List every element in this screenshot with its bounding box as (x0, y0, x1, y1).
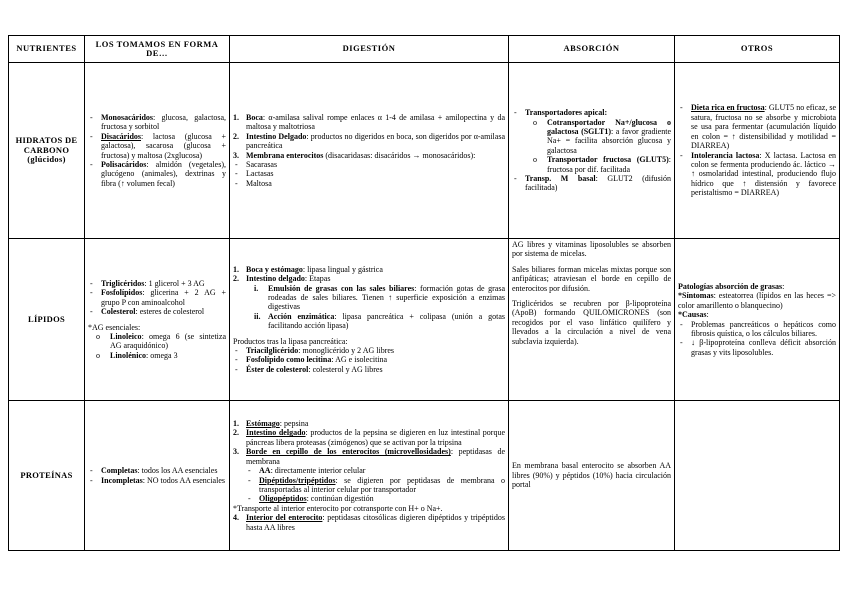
header-forma: LOS TOMAMOS EN FORMA DE… (85, 36, 230, 63)
table-row-proteinas (9, 401, 840, 551)
list-item: - ↓ β-lipoproteína conlleva déficit absorción grasas y vits liposolubles. (678, 338, 836, 357)
list-item: - Maltosa (233, 179, 505, 188)
list-item: 4. Interior del enterocito: peptidasas citosólicas digieren dipéptidos y tripéptidos hasta AA libres (233, 513, 505, 532)
list-item: o Transportador fructosa (GLUT5): fructosa por dif. facilitada (525, 155, 671, 174)
list-item: - Monosacáridos: glucosa, galactosa, fructosa y sorbitol (88, 113, 226, 132)
paragraph: En membrana basal enterocito se absorben AA libres (90%) y péptidos (10%) hacia circulación portal (512, 461, 671, 490)
list-item: 1. Boca y estómago: lipasa lingual y gástrica (233, 264, 383, 274)
list-item: 2. Intestino delgado: Etapas i. Emulsión de grasas con las sales biliares: formación gotas de grasa rodeadas de sales biliares. Tienen ↑ superficie exposición a enzimas digestivas ii. Acción enzimática: lipasa pancreática + colipasa (unión a gotas facilitando acción lipasa) (233, 274, 505, 331)
list-item: 3. Membrana enterocitos (disacaridasas: disacáridos → monosacáridos): (233, 150, 476, 160)
list-item: 2. Intestino Delgado: productos no digeridos en boca, son digeridos por α-amilasa pancreática (233, 131, 505, 151)
cell-prot-otros (675, 401, 840, 551)
header-row (9, 36, 840, 63)
list-item: - Dipéptidos/tripéptidos: se digieren por peptidasas de membrana o transportadas al interior celular por transportador (246, 476, 505, 495)
list-item: - Oligopéptidos: continúan digestión (246, 494, 505, 503)
list-item: 1. Boca: α-amilasa salival rompe enlaces α 1-4 de amilasa + amilopectina y da maltosa y maltotriosa (233, 112, 505, 132)
row-label-proteinas: PROTEÍNAS (9, 401, 85, 551)
table-row-lipidos (9, 239, 840, 401)
list-item: - Dieta rica en fructosa: GLUT5 no eficaz, se satura, fructosa no se absorbe y microbiota se usa para fermentar (acumulación líquido en colon = ↑ distensibilidad y motilidad = DIARREA) (678, 103, 836, 150)
cell-prot-digestion (230, 401, 509, 551)
list-item: o Cotransportador Na+/glucosa o galactosa (SGLT1): a favor gradiente Na+ = facilita absorción glucosa y galactosa (525, 118, 671, 156)
list-item: - Sacarasas (233, 160, 505, 169)
list-item: - Fosfolípidos: glicerina + 2 AG + grupo P con aminoalcohol (88, 288, 226, 307)
cell-hc-digestion (230, 63, 509, 239)
list-item: - Triacilglicérido: monoglicérido y 2 AG libres (233, 346, 505, 355)
otros-title: Patologías absorción de grasas: (678, 281, 785, 291)
list-item: i. Emulsión de grasas con las sales biliares: formación gotas de grasa rodeadas de sales biliares. Tienen ↑ superficie exposición a enzimas digestivas (254, 283, 505, 312)
list-item: - Polisacáridos: almidón (vegetales), glucógeno (animales), dextrinas y fibra (↑ volumen fecal) (88, 160, 226, 188)
list-item: 1. Estómago: pepsina (233, 419, 309, 429)
list-item: - Transp. M basal: GLUT2 (difusión facilitada) (512, 174, 671, 193)
sintomas: *Síntomas: esteatorrea (lípidos en las heces => color amarillento o blanquecino) (678, 291, 836, 310)
paragraph: Sales biliares forman micelas mixtas porque son anfipáticas; atraviesan el borde en cepillo de enterocitos por difusión. (512, 264, 671, 293)
list-item: 3. Borde en cepillo de los enterocitos (microvellosidades): peptidasas de membrana - AA: directamente interior celular - Dipéptidos/tripéptidos: se digieren por peptidasas de membrana o transportadas al interior celular por transportador - Oligopéptidos: continúan digestión (233, 447, 505, 503)
list-item: - AA: directamente interior celular (246, 466, 505, 475)
list-item: - Disacáridos: lactosa (glucosa + galactosa), sacarosa (glucosa + fructosa) y maltosa (2xglucosa) (88, 132, 226, 160)
header-absorcion: ABSORCIÓN (509, 36, 675, 63)
cell-hc-absorcion (509, 63, 675, 239)
list-item: - Colesterol: esteres de colesterol (88, 307, 226, 316)
productos-label: Productos tras la lipasa pancreática: (233, 336, 348, 346)
cell-prot-forma (85, 401, 230, 551)
list-item: - Intolerancia lactosa: X lactasa. Lactosa en colon se fermenta produciendo ác. láctico → ↑ osmolaridad intestinal, produciendo flujo hídrico que ↑ distensión y favorece peristaltismo = DIARREA) (678, 151, 836, 198)
cell-lip-otros (675, 239, 840, 401)
list-item: 2. Intestino delgado: productos de la pepsina se digieren en luz intestinal porque páncreas libera proteasas (zimógenos) que se activan por la tripsina (233, 428, 506, 447)
causas-label: *Causas: (678, 310, 709, 320)
list-item: o Linolénico: omega 3 (88, 351, 226, 360)
list-item: - Éster de colesterol: colesterol y AG libres (233, 365, 505, 374)
cell-lip-absorcion (509, 239, 675, 401)
list-item: - Problemas pancreáticos o hepáticos como fibrosis quística, o los cálculos biliares. (678, 320, 836, 339)
cell-hc-otros (675, 63, 840, 239)
list-item: - Triglicéridos: 1 glicerol + 3 AG (88, 279, 226, 288)
transport-note: *Transporte al interior enterocito por cotransporte con H+ o Na+. (233, 503, 443, 513)
list-item: o Linoleico: omega 6 (se sintetiza AG araquidónico) (88, 332, 226, 351)
list-item: - Incompletas: NO todos AA esenciales (88, 476, 226, 485)
paragraph: Triglicéridos se recubren por β-lipoproteína (ApoB) formando QUILOMICRONES (son recogidos por el vaso linfático quilífero y llevados a la circulación a nivel de vena subclavia izquierda). (512, 299, 671, 346)
cell-hc-forma (85, 63, 230, 239)
paragraph: AG libres y vitaminas liposolubles se absorben por sistema de micelas. (512, 240, 671, 259)
list-item: - Fosfolípido como lecitina: AG e isolecitina (233, 355, 505, 364)
list-item: ii. Acción enzimática: lipasa pancreática + colipasa (unión a gotas facilitando acción lipasa) (254, 311, 505, 331)
list-item: - Transportadores apical: o Cotransportador Na+/glucosa o galactosa (SGLT1): a favor gradiente Na+ = facilita absorción glucosa y galactosa o Transportador fructosa (GLUT5): fructosa por dif. facilitada (512, 108, 671, 174)
cell-lip-digestion (230, 239, 509, 401)
esenciales-label: *AG esenciales: (88, 322, 141, 332)
row-label-hidratos: HIDRATOS DE CARBONO (glúcidos) (9, 63, 85, 239)
header-nutrientes: NUTRIENTES (9, 36, 85, 63)
list-item: - Lactasas (233, 169, 505, 178)
list-item: - Completas: todos los AA esenciales (88, 466, 226, 475)
cell-prot-absorcion (509, 401, 675, 551)
cell-lip-forma (85, 239, 230, 401)
nutrients-table (8, 35, 840, 551)
row-label-lipidos: LÍPIDOS (9, 239, 85, 401)
table-row-hidratos (9, 63, 840, 239)
header-digestion: DIGESTIÓN (230, 36, 509, 63)
header-otros: OTROS (675, 36, 840, 63)
